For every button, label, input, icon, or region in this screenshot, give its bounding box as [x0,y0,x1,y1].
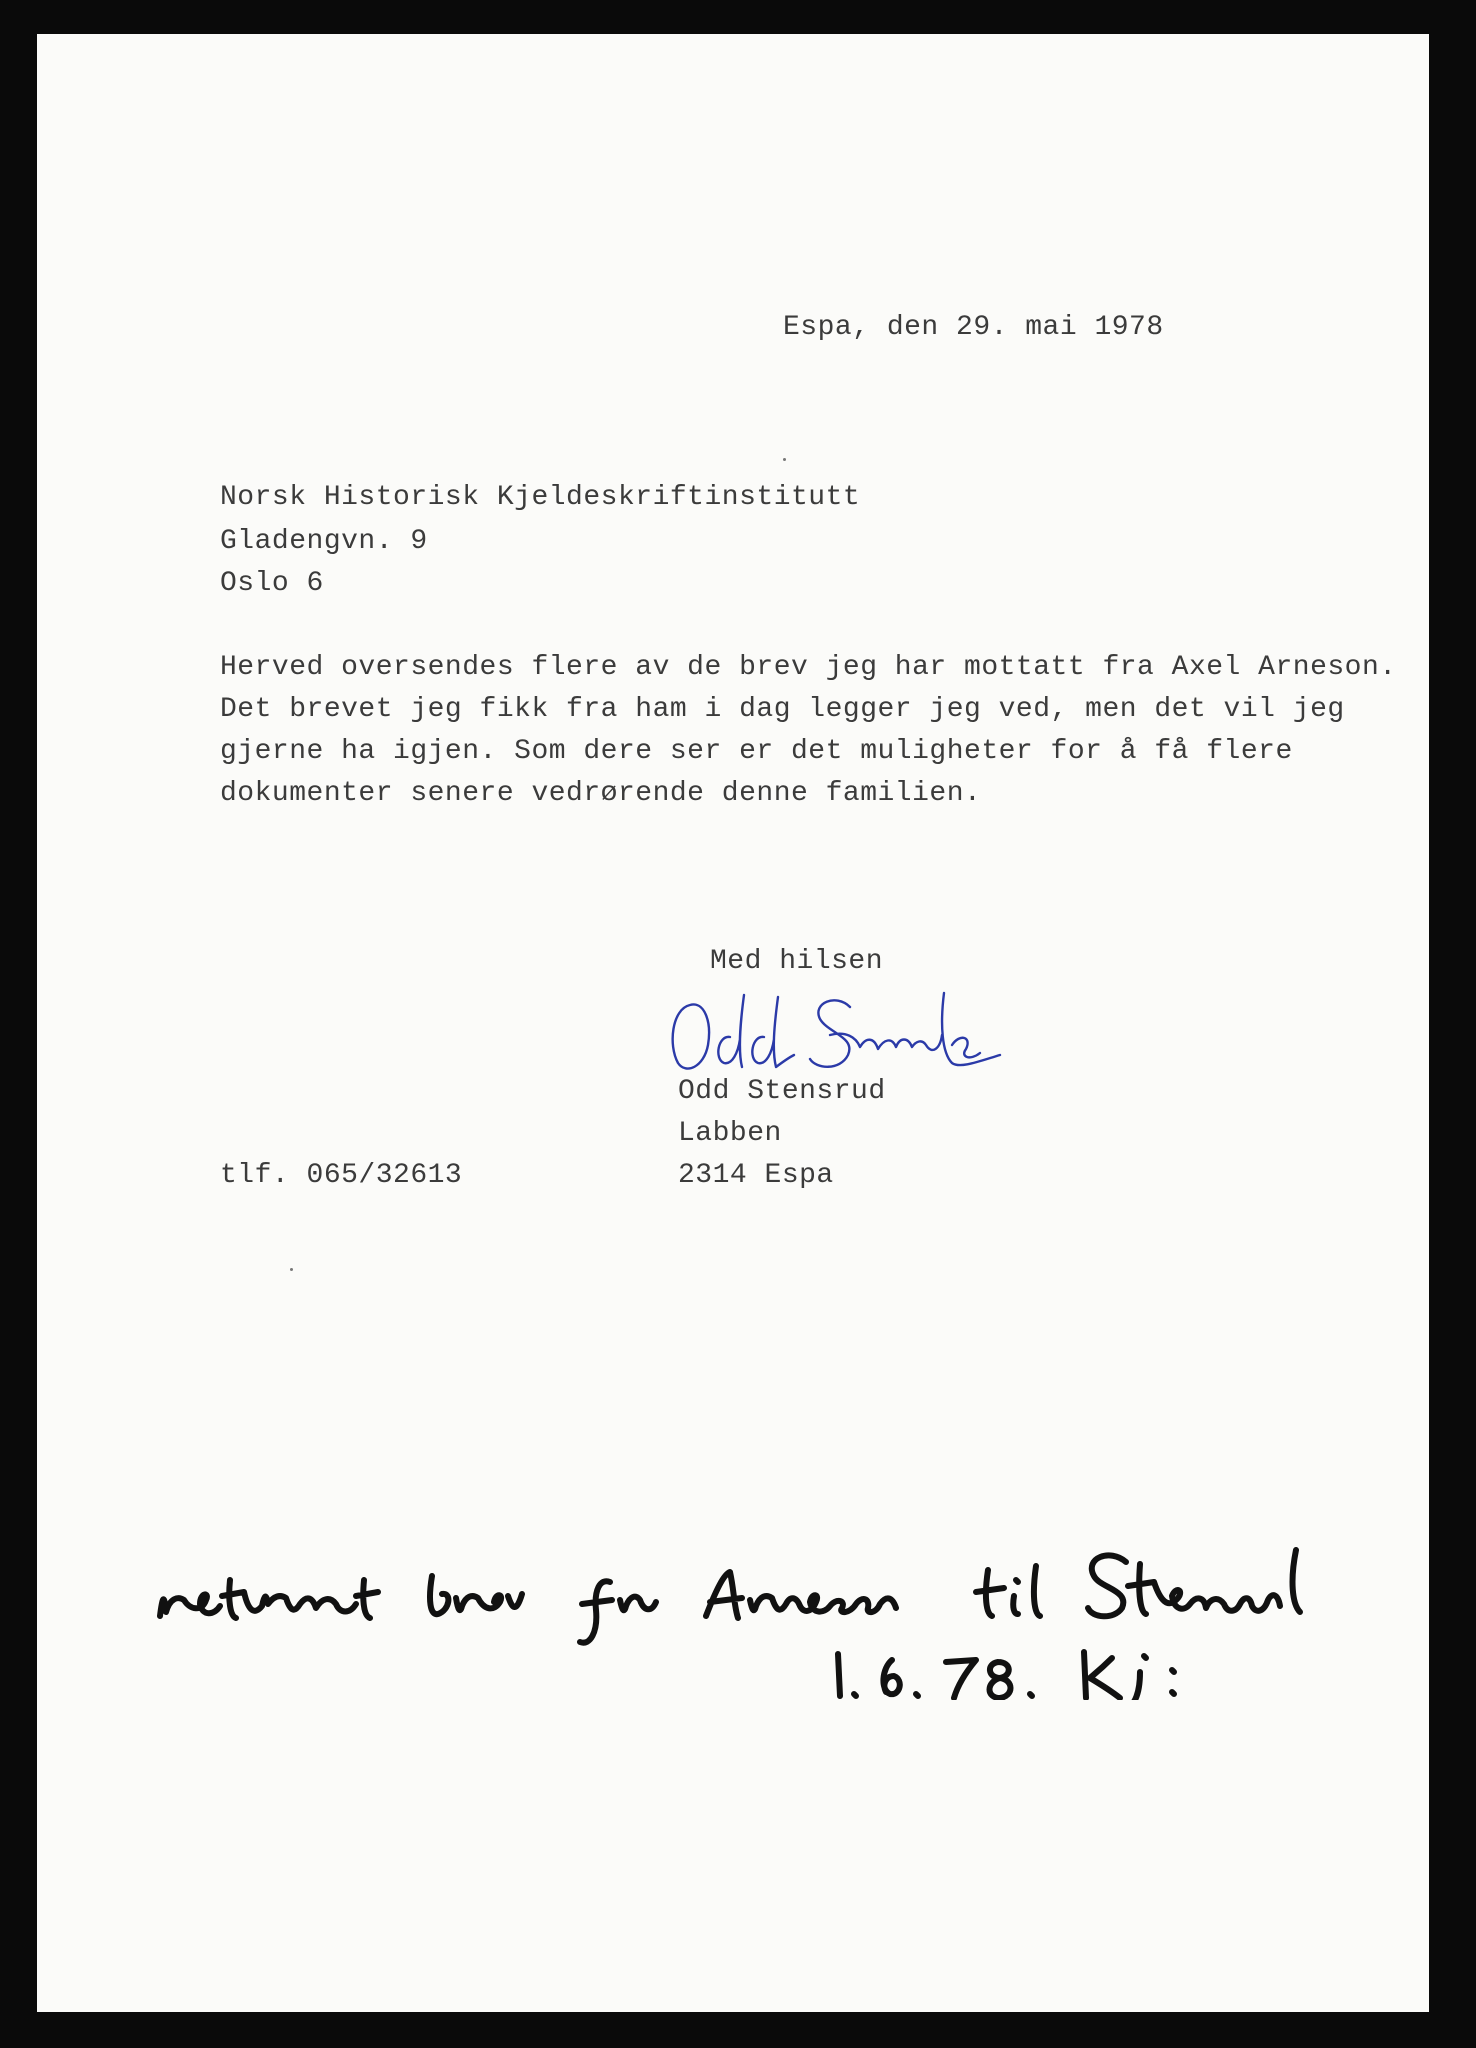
scan-speck [783,458,786,461]
body-line-3: gjerne ha igjen. Som dere ser er det muligheter for å få flere [220,736,1293,767]
sender-postal-address: 2314 Espa [678,1160,834,1191]
body-line-2: Det brevet jeg fikk fra ham i dag legger jeg ved, men det vil jeg [220,694,1345,725]
handwritten-annotation [150,1520,1320,1700]
body-line-4: dokumenter senere vedrørende denne familien. [220,778,982,809]
recipient-name: Norsk Historisk Kjeldeskriftinstitutt [220,482,861,513]
date-line: Espa, den 29. mai 1978 [783,312,1164,343]
handwritten-signature [660,975,1030,1085]
body-line-1: Herved oversendes flere av de brev jeg har mottatt fra Axel Arneson. [220,652,1397,683]
scan-speck [290,1268,293,1271]
sender-phone: tlf. 065/32613 [220,1160,463,1191]
sender-name: Odd Stensrud [678,1076,886,1107]
closing-salutation: Med hilsen [710,946,884,977]
sender-place: Labben [678,1118,782,1149]
recipient-street: Gladengvn. 9 [220,526,428,557]
recipient-city: Oslo 6 [220,568,324,599]
